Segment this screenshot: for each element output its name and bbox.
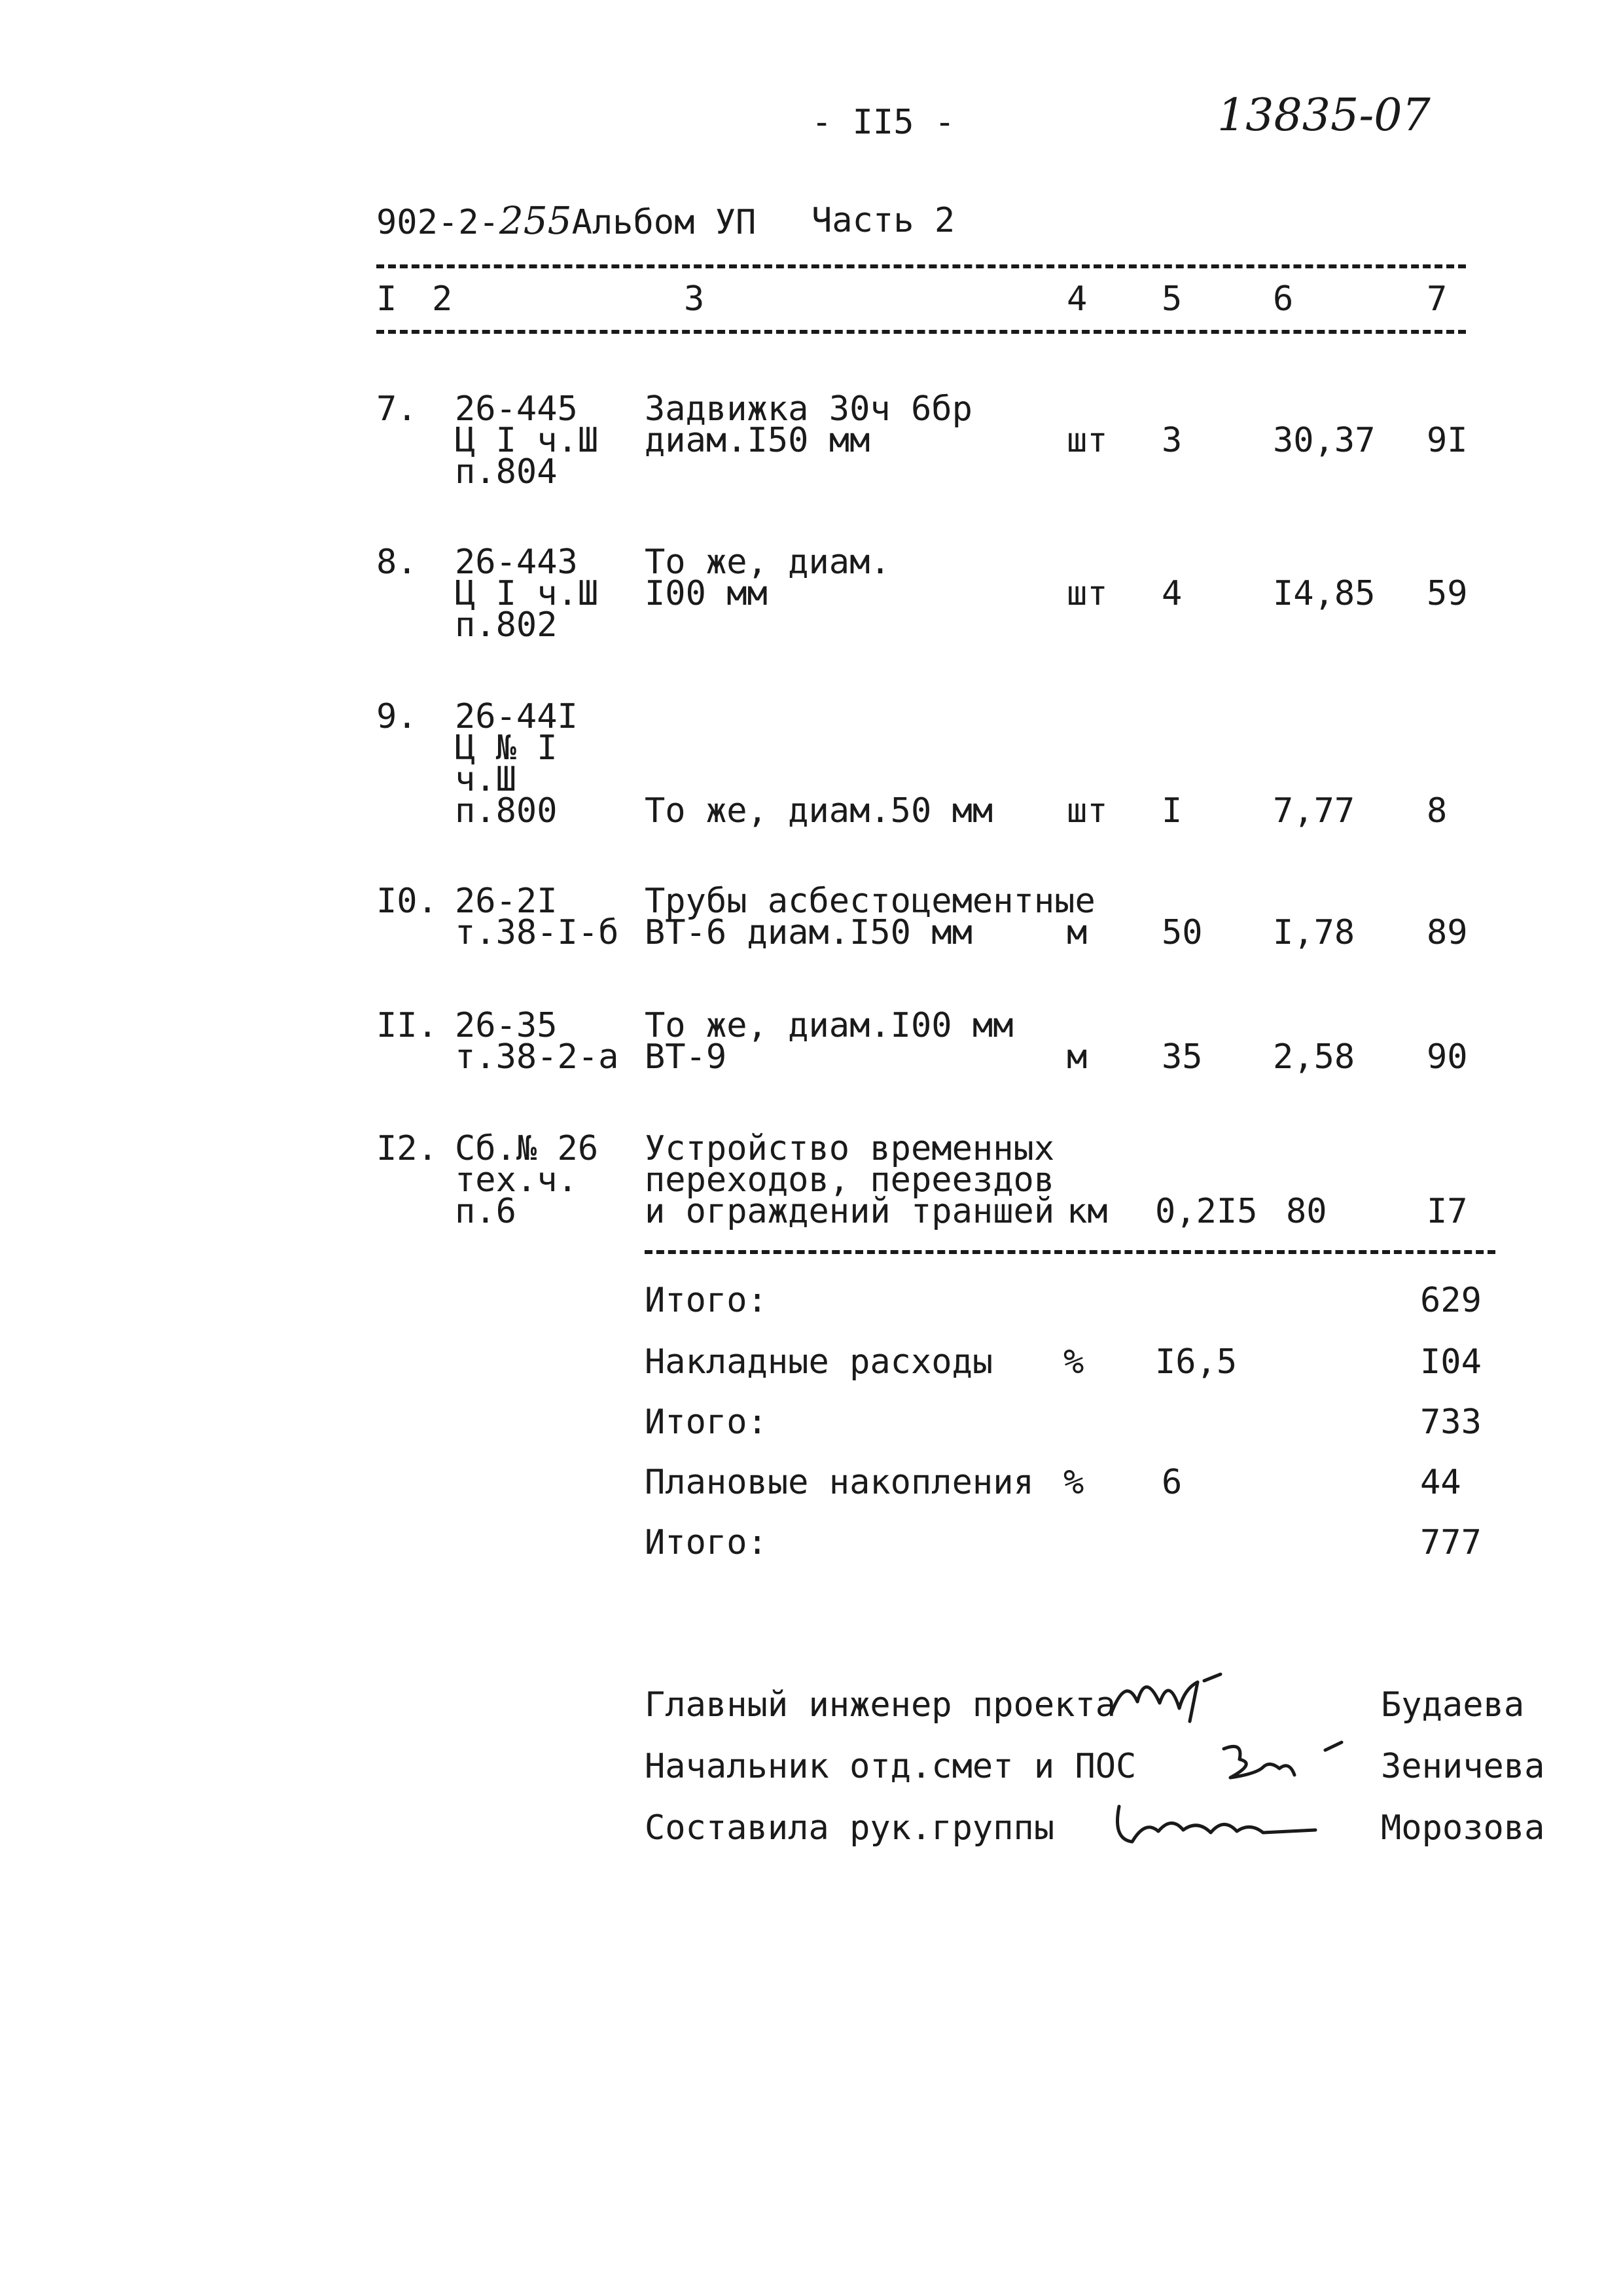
row-description-line: переходов, переездов — [645, 1160, 1055, 1200]
row-total: 9I — [1427, 421, 1468, 460]
col-header-6: 6 — [1273, 279, 1294, 319]
row-description-line: и ограждений траншей — [645, 1192, 1055, 1231]
signature-role: Главный инженер проекта — [645, 1685, 1116, 1725]
row-description-line: Устройство временных — [645, 1129, 1055, 1168]
row-code-line: Ц № I — [455, 728, 558, 768]
row-code-line: 26-443 — [455, 543, 578, 582]
summary-label: Накладные расходы — [645, 1342, 993, 1382]
row-code-line: п.800 — [455, 791, 558, 831]
row-code-line: п.6 — [455, 1192, 516, 1231]
row-code-line: п.802 — [455, 605, 558, 645]
signature-name: Зеничева — [1381, 1747, 1545, 1786]
row-quantity: 0,2I5 — [1155, 1192, 1258, 1231]
signature-role: Начальник отд.смет и ПОС — [645, 1747, 1137, 1786]
summary-label: Итого: — [645, 1281, 768, 1320]
signature-mark-2 — [1217, 1734, 1387, 1793]
row-code-line: 26-2I — [455, 882, 558, 921]
row-code-line: 26-35 — [455, 1006, 558, 1045]
row-description-line: I00 мм — [645, 574, 768, 613]
summary-total: 733 — [1420, 1403, 1482, 1442]
row-total: 59 — [1427, 574, 1468, 613]
title-part: Часть 2 — [812, 201, 955, 240]
signature-mark-1 — [1106, 1662, 1302, 1728]
title-prefix: 902-2- — [376, 203, 499, 242]
row-number: II. — [376, 1006, 438, 1045]
row-unit: км — [1067, 1192, 1108, 1231]
row-total: 89 — [1427, 913, 1468, 952]
row-price: 80 — [1286, 1192, 1327, 1231]
row-description-line: ВТ-6 диам.I50 мм — [645, 913, 972, 952]
summary-total: I04 — [1420, 1342, 1482, 1382]
row-code-line: ч.Ш — [455, 760, 516, 799]
summary-total: 44 — [1420, 1463, 1461, 1502]
row-total: 8 — [1427, 791, 1448, 831]
row-description-line: То же, диам.I00 мм — [645, 1006, 1014, 1045]
row-code-line: 26-44I — [455, 697, 578, 736]
row-description-line: То же, диам.50 мм — [645, 791, 993, 831]
document-title — [376, 198, 757, 243]
summary-rate: I6,5 — [1155, 1342, 1238, 1382]
row-unit: м — [1067, 1037, 1088, 1077]
summary-unit: % — [1063, 1463, 1084, 1502]
row-quantity: 35 — [1162, 1037, 1203, 1077]
col-header-4: 4 — [1067, 279, 1088, 319]
summary-total: 629 — [1420, 1281, 1482, 1320]
header-top-rule — [376, 264, 1466, 268]
summary-label: Плановые накопления — [645, 1463, 1034, 1502]
signature-mark-3 — [1106, 1793, 1329, 1852]
row-number: 8. — [376, 543, 418, 582]
row-description-line: Задвижка 30ч 6бр — [645, 389, 972, 429]
row-code-line: тех.ч. — [455, 1160, 578, 1200]
row-number: 7. — [376, 389, 418, 429]
row-code-line: т.38-2-а — [455, 1037, 619, 1077]
row-number: I0. — [376, 882, 438, 921]
row-price: 7,77 — [1273, 791, 1355, 831]
document-number: 13835-07 — [1217, 90, 1431, 141]
summary-total: 777 — [1420, 1523, 1482, 1562]
header-bottom-rule — [376, 330, 1466, 334]
row-unit: шт — [1067, 791, 1108, 831]
row-description-line: То же, диам. — [645, 543, 891, 582]
row-code-line: Сб.№ 26 — [455, 1129, 599, 1168]
row-price: I4,85 — [1273, 574, 1376, 613]
signature-name: Морозова — [1381, 1808, 1545, 1848]
row-quantity: I — [1162, 791, 1183, 831]
title-album: Альбом УП — [571, 203, 757, 242]
row-unit: шт — [1067, 421, 1108, 460]
col-header-1: I — [376, 279, 397, 319]
row-price: 2,58 — [1273, 1037, 1355, 1077]
row-code-line: Ц I ч.Ш — [455, 574, 599, 613]
col-header-7: 7 — [1427, 279, 1448, 319]
row-total: 90 — [1427, 1037, 1468, 1077]
row-unit: м — [1067, 913, 1088, 952]
row-quantity: 50 — [1162, 913, 1203, 952]
summary-rule — [645, 1250, 1495, 1254]
title-handwritten: 255 — [499, 198, 572, 243]
col-header-3: 3 — [684, 279, 705, 319]
row-total: I7 — [1427, 1192, 1468, 1231]
summary-unit: % — [1063, 1342, 1084, 1382]
col-header-2: 2 — [432, 279, 453, 319]
summary-rate: 6 — [1162, 1463, 1183, 1502]
row-quantity: 3 — [1162, 421, 1183, 460]
row-description-line: диам.I50 мм — [645, 421, 870, 460]
row-description-line: Трубы асбестоцементные — [645, 882, 1096, 921]
signature-role: Составила рук.группы — [645, 1808, 1055, 1848]
row-number: 9. — [376, 697, 418, 736]
row-price: I,78 — [1273, 913, 1355, 952]
row-code-line: п.804 — [455, 452, 558, 492]
summary-label: Итого: — [645, 1523, 768, 1562]
col-header-5: 5 — [1162, 279, 1183, 319]
row-code-line: Ц I ч.Ш — [455, 421, 599, 460]
row-unit: шт — [1067, 574, 1108, 613]
row-description-line: ВТ-9 — [645, 1037, 727, 1077]
row-number: I2. — [376, 1129, 438, 1168]
row-price: 30,37 — [1273, 421, 1376, 460]
summary-label: Итого: — [645, 1403, 768, 1442]
row-code-line: 26-445 — [455, 389, 578, 429]
row-quantity: 4 — [1162, 574, 1183, 613]
page-number: - II5 - — [812, 103, 955, 142]
row-code-line: т.38-I-б — [455, 913, 619, 952]
signature-name: Будаева — [1381, 1685, 1525, 1725]
